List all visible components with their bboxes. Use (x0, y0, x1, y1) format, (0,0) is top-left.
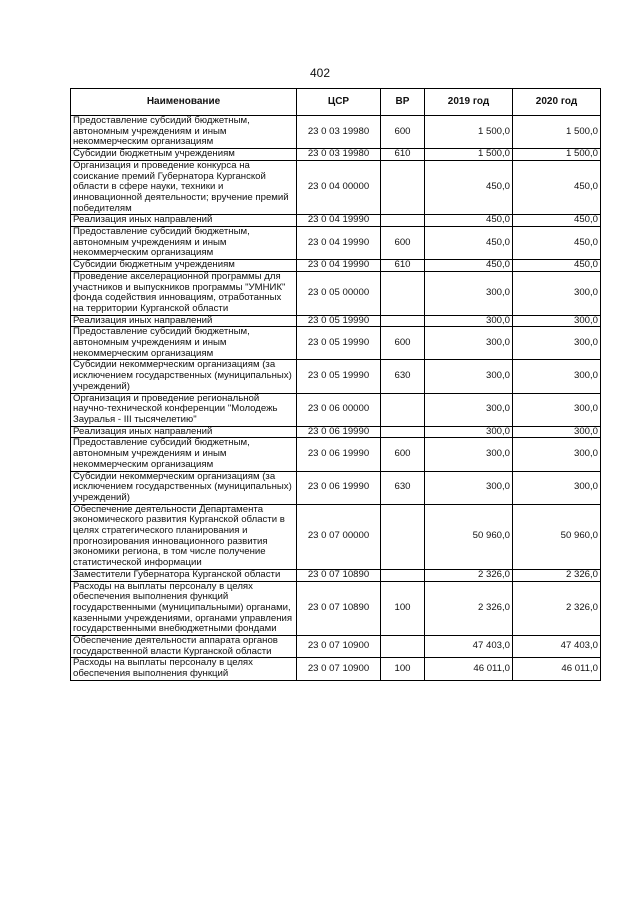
cell-vr: 630 (381, 471, 425, 504)
cell-name: Расходы на выплаты персоналу в целях обеспечения выполнения функций государственными (муниципальными) органами, казенными учреждениями, органами управления государственными внебюджетными фондами (71, 581, 297, 636)
cell-vr (381, 315, 425, 327)
cell-vr (381, 569, 425, 581)
cell-2019: 300,0 (425, 315, 513, 327)
cell-2020: 300,0 (513, 393, 601, 426)
cell-csr: 23 0 05 19990 (297, 315, 381, 327)
cell-csr: 23 0 07 10890 (297, 581, 381, 636)
cell-csr: 23 0 03 19980 (297, 116, 381, 149)
cell-2019: 2 326,0 (425, 581, 513, 636)
cell-vr: 600 (381, 227, 425, 260)
cell-vr: 600 (381, 327, 425, 360)
cell-vr (381, 160, 425, 215)
cell-2020: 1 500,0 (513, 116, 601, 149)
cell-2019: 450,0 (425, 260, 513, 272)
cell-2020: 50 960,0 (513, 504, 601, 569)
cell-csr: 23 0 05 19990 (297, 327, 381, 360)
cell-2019: 300,0 (425, 438, 513, 471)
cell-2020: 450,0 (513, 227, 601, 260)
cell-name: Реализация иных направлений (71, 315, 297, 327)
table-row (71, 215, 601, 227)
cell-name: Субсидии некоммерческим организациям (за исключением государственных (муниципальных) учреждений) (71, 471, 297, 504)
table-row (71, 227, 601, 260)
cell-2020: 46 011,0 (513, 658, 601, 680)
cell-csr: 23 0 05 00000 (297, 271, 381, 315)
cell-2019: 1 500,0 (425, 149, 513, 161)
cell-2020: 2 326,0 (513, 569, 601, 581)
cell-vr: 100 (381, 658, 425, 680)
cell-csr: 23 0 04 19990 (297, 260, 381, 272)
cell-name: Заместители Губернатора Курганской области (71, 569, 297, 581)
cell-vr (381, 636, 425, 658)
cell-name: Реализация иных направлений (71, 426, 297, 438)
cell-csr: 23 0 06 19990 (297, 471, 381, 504)
table-header-row (71, 89, 601, 116)
table-row (71, 426, 601, 438)
header-2020: 2020 год (513, 89, 601, 116)
cell-2020: 450,0 (513, 215, 601, 227)
cell-csr: 23 0 06 00000 (297, 393, 381, 426)
cell-csr: 23 0 07 10900 (297, 636, 381, 658)
table-row (71, 636, 601, 658)
cell-name: Предоставление субсидий бюджетным, автономным учреждениям и иным некоммерческим организациям (71, 327, 297, 360)
cell-csr: 23 0 07 00000 (297, 504, 381, 569)
cell-vr (381, 393, 425, 426)
table-row (71, 581, 601, 636)
cell-2019: 50 960,0 (425, 504, 513, 569)
table-row (71, 438, 601, 471)
cell-vr: 610 (381, 260, 425, 272)
table-row (71, 569, 601, 581)
cell-2019: 450,0 (425, 215, 513, 227)
cell-2020: 1 500,0 (513, 149, 601, 161)
cell-2019: 300,0 (425, 471, 513, 504)
cell-2019: 300,0 (425, 271, 513, 315)
cell-csr: 23 0 03 19980 (297, 149, 381, 161)
cell-2019: 300,0 (425, 426, 513, 438)
cell-csr: 23 0 04 19990 (297, 227, 381, 260)
cell-name: Реализация иных направлений (71, 215, 297, 227)
cell-csr: 23 0 06 19990 (297, 426, 381, 438)
cell-name: Предоставление субсидий бюджетным, автономным учреждениям и иным некоммерческим организациям (71, 227, 297, 260)
cell-2019: 300,0 (425, 393, 513, 426)
cell-name: Организация и проведение региональной научно-технической конференции "Молодежь Зауралья - III тысячелетию" (71, 393, 297, 426)
cell-name: Предоставление субсидий бюджетным, автономным учреждениям и иным некоммерческим организациям (71, 438, 297, 471)
header-csr: ЦСР (297, 89, 381, 116)
cell-2019: 46 011,0 (425, 658, 513, 680)
cell-vr (381, 215, 425, 227)
cell-vr (381, 504, 425, 569)
cell-vr: 600 (381, 116, 425, 149)
cell-name: Обеспечение деятельности Департамента экономического развития Курганской области в целях стратегического планирования и прогнозирования инновационного развития экономики региона, в том числе получение статистической информации (71, 504, 297, 569)
cell-2019: 47 403,0 (425, 636, 513, 658)
table-row (71, 471, 601, 504)
table-row (71, 360, 601, 393)
cell-2019: 300,0 (425, 327, 513, 360)
table-row (71, 116, 601, 149)
cell-csr: 23 0 04 19990 (297, 215, 381, 227)
cell-csr: 23 0 04 00000 (297, 160, 381, 215)
cell-csr: 23 0 07 10900 (297, 658, 381, 680)
budget-table (70, 88, 601, 681)
cell-vr (381, 271, 425, 315)
cell-2020: 450,0 (513, 160, 601, 215)
cell-name: Организация и проведение конкурса на соискание премий Губернатора Курганской области в сфере науки, техники и инновационной деятельности; вручение премий победителям (71, 160, 297, 215)
cell-csr: 23 0 05 19990 (297, 360, 381, 393)
cell-name: Субсидии некоммерческим организациям (за исключением государственных (муниципальных) учреждений) (71, 360, 297, 393)
cell-2019: 300,0 (425, 360, 513, 393)
cell-2019: 1 500,0 (425, 116, 513, 149)
table-row (71, 160, 601, 215)
table-row (71, 393, 601, 426)
cell-2020: 300,0 (513, 426, 601, 438)
table-row (71, 315, 601, 327)
header-vr: ВР (381, 89, 425, 116)
table-row (71, 271, 601, 315)
cell-csr: 23 0 06 19990 (297, 438, 381, 471)
table-row (71, 260, 601, 272)
cell-name: Проведение акселерационной программы для участников и выпускников программы "УМНИК" фонда содействия инновациям, отработанных на территории Курганской области (71, 271, 297, 315)
cell-2020: 300,0 (513, 438, 601, 471)
cell-2020: 300,0 (513, 271, 601, 315)
table-row (71, 658, 601, 680)
cell-vr: 100 (381, 581, 425, 636)
page-number: 402 (309, 66, 331, 80)
cell-vr: 610 (381, 149, 425, 161)
cell-2020: 47 403,0 (513, 636, 601, 658)
cell-2020: 450,0 (513, 260, 601, 272)
cell-2019: 2 326,0 (425, 569, 513, 581)
header-2019: 2019 год (425, 89, 513, 116)
cell-name: Субсидии бюджетным учреждениям (71, 260, 297, 272)
cell-2020: 2 326,0 (513, 581, 601, 636)
cell-2020: 300,0 (513, 327, 601, 360)
cell-name: Субсидии бюджетным учреждениям (71, 149, 297, 161)
cell-name: Обеспечение деятельности аппарата органов государственной власти Курганской области (71, 636, 297, 658)
cell-2020: 300,0 (513, 360, 601, 393)
cell-vr (381, 426, 425, 438)
cell-2019: 450,0 (425, 160, 513, 215)
table-row (71, 149, 601, 161)
header-name: Наименование (71, 89, 297, 116)
cell-2020: 300,0 (513, 315, 601, 327)
cell-vr: 600 (381, 438, 425, 471)
cell-2020: 300,0 (513, 471, 601, 504)
table-row (71, 504, 601, 569)
cell-2019: 450,0 (425, 227, 513, 260)
cell-name: Расходы на выплаты персоналу в целях обеспечения выполнения функций (71, 658, 297, 680)
cell-csr: 23 0 07 10890 (297, 569, 381, 581)
table-row (71, 327, 601, 360)
cell-name: Предоставление субсидий бюджетным, автономным учреждениям и иным некоммерческим организациям (71, 116, 297, 149)
cell-vr: 630 (381, 360, 425, 393)
